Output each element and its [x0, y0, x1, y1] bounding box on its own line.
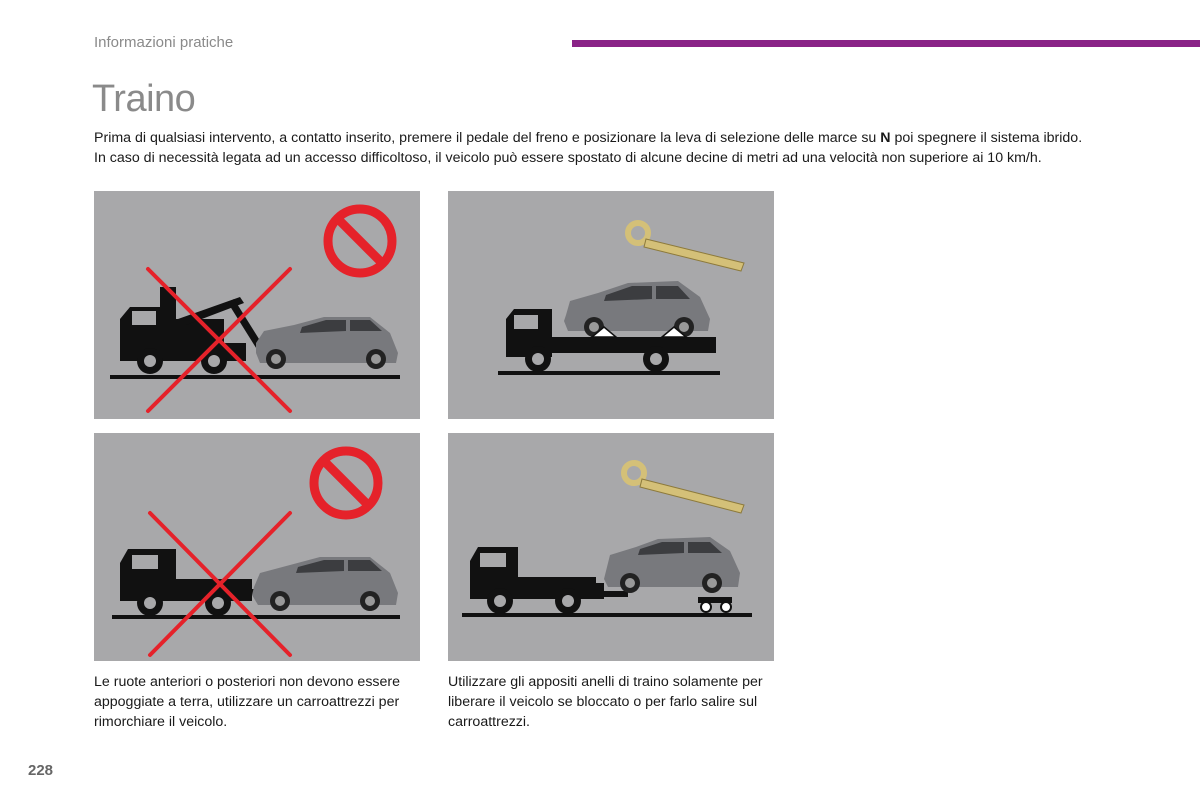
flatbed-tow-with-ring-illustration — [448, 191, 774, 419]
intro-line-1 — [94, 128, 1174, 148]
caption-right: Utilizzare gli appositi anelli di traino solamente per liberare il veicolo se bloccato o per farlo salire sul carroattrezzi. — [448, 674, 763, 730]
prohibition-sign-icon — [328, 209, 392, 273]
page-title: Traino — [92, 78, 196, 120]
prohibited-crane-tow-svg — [94, 191, 420, 419]
section-label: Informazioni pratiche — [94, 34, 234, 51]
towed-car — [252, 557, 398, 611]
prohibited-ground-tow-illustration — [94, 433, 420, 661]
tow-ring-icon — [628, 223, 744, 271]
towed-car — [256, 317, 398, 369]
prohibited-ground-tow-svg — [94, 433, 420, 661]
dolly-tow-with-ring-illustration — [448, 433, 774, 661]
intro-line-1-end: poi spegnere il sistema ibrido. — [890, 130, 1083, 146]
dolly-wheels — [698, 597, 732, 612]
ground-line — [462, 613, 752, 617]
dolly-tow-svg — [448, 433, 774, 661]
ground-line — [498, 371, 720, 375]
prohibition-sign-icon — [314, 451, 378, 515]
tow-ring-icon — [624, 463, 744, 513]
intro-line-1-start: Prima di qualsiasi intervento, a contatto inserito, premere il pedale del freno e posizionare la leva di selezione delle marce su — [94, 130, 881, 146]
prohibited-crane-tow-illustration — [94, 191, 420, 419]
car-on-dolly — [604, 537, 740, 593]
page-number: 228 — [28, 762, 54, 779]
section-accent-bar — [572, 40, 1200, 47]
intro-text — [94, 128, 1174, 168]
car-on-flatbed — [564, 281, 710, 337]
intro-line-2: In caso di necessità legata ad un accesso difficoltoso, il veicolo può essere spostato di alcune decine di metri ad una velocità non superiore ai 10 km/h. — [94, 150, 1042, 166]
caption-left: Le ruote anteriori o posteriori non devono essere appoggiate a terra, utilizzare un carroattrezzi per rimorchiare il veicolo. — [94, 674, 401, 730]
intro-gear-n: N — [880, 130, 891, 146]
flatbed-tow-svg — [448, 191, 774, 419]
